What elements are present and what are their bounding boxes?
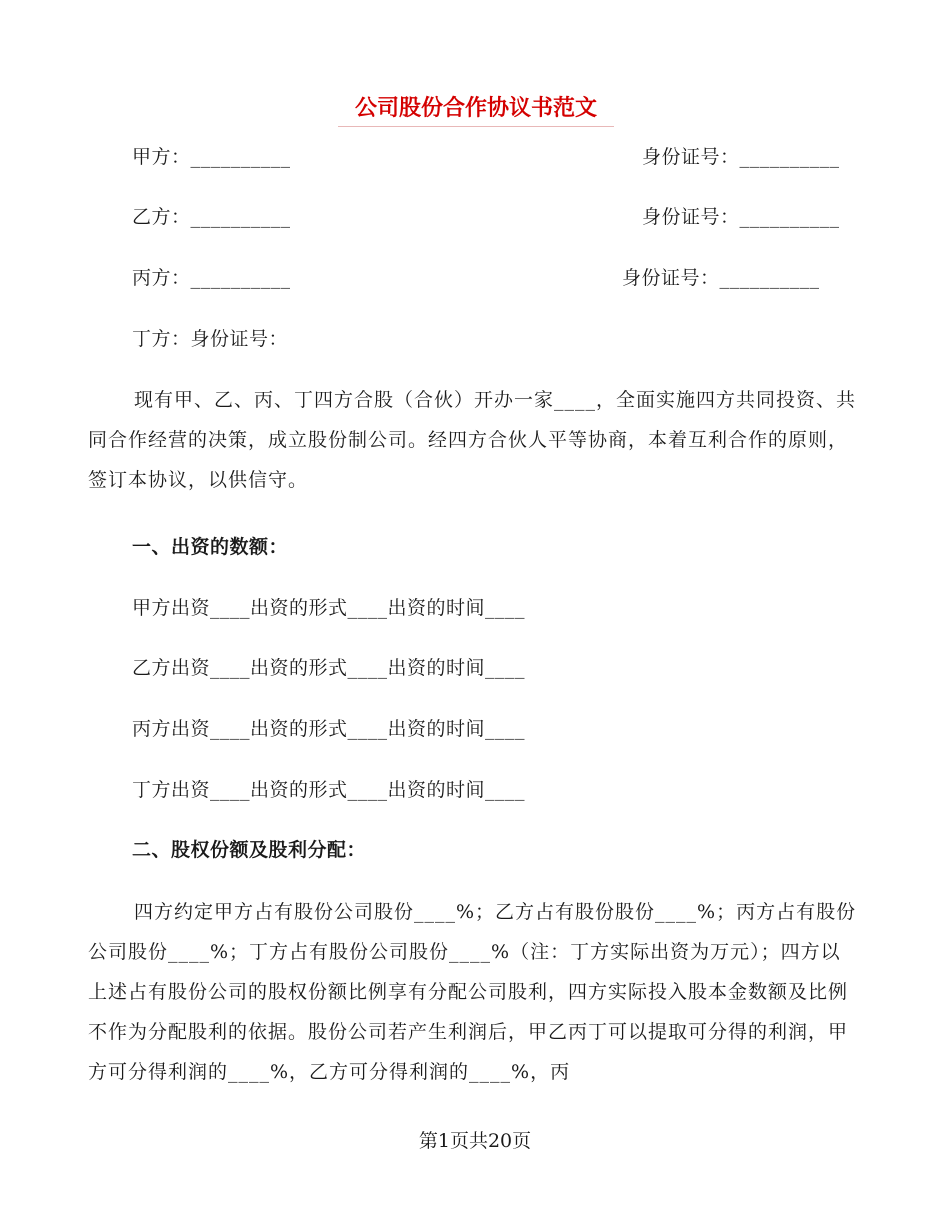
party-b-label: 乙方：__________ bbox=[132, 206, 291, 228]
document-title: 公司股份合作协议书范文 bbox=[338, 90, 614, 127]
party-b-id-label: 身份证号：__________ bbox=[642, 206, 840, 228]
intro-paragraph: 现有甲、乙、丙、丁四方合股（合伙）开办一家____，全面实施四方共同投资、共同合作经营的决策，成立股份制公司。经四方合伙人平等协商，本着互利合作的原则，签订本协议，以供信守。 bbox=[88, 389, 857, 491]
contribution-row-d: 丁方出资____出资的形式____出资的时间____ bbox=[132, 779, 526, 801]
party-a-label: 甲方：__________ bbox=[132, 146, 291, 168]
section2-paragraph: 四方约定甲方占有股份公司股份____%；乙方占有股份股份____%；丙方占有股份公司股份____%；丁方占有股份公司股份____%（注：丁方实际出资为万元）；四方以上述占有股份公司的股权份额比例享有分配公司股利，四方实际投入股本金数额及比例不作为分配股利的依据。股份公司若产生利润后，甲乙丙丁可以提取可分得的利润，甲方可分得利润的____%，乙方可分得利润的____%，丙 bbox=[88, 901, 857, 1083]
section1-heading: 一、出资的数额： bbox=[132, 536, 289, 558]
contribution-row-a: 甲方出资____出资的形式____出资的时间____ bbox=[132, 597, 526, 619]
party-d-label: 丁方：身份证号： bbox=[132, 328, 289, 350]
section2-heading: 二、股权份额及股利分配： bbox=[132, 839, 367, 861]
party-a-id-label: 身份证号：__________ bbox=[642, 146, 840, 168]
party-c-label: 丙方：__________ bbox=[132, 267, 291, 289]
page-footer: 第1页共20页 bbox=[418, 1130, 532, 1152]
contribution-row-b: 乙方出资____出资的形式____出资的时间____ bbox=[132, 657, 526, 679]
contribution-row-c: 丙方出资____出资的形式____出资的时间____ bbox=[132, 718, 526, 740]
party-c-id-label: 身份证号：__________ bbox=[622, 267, 820, 289]
